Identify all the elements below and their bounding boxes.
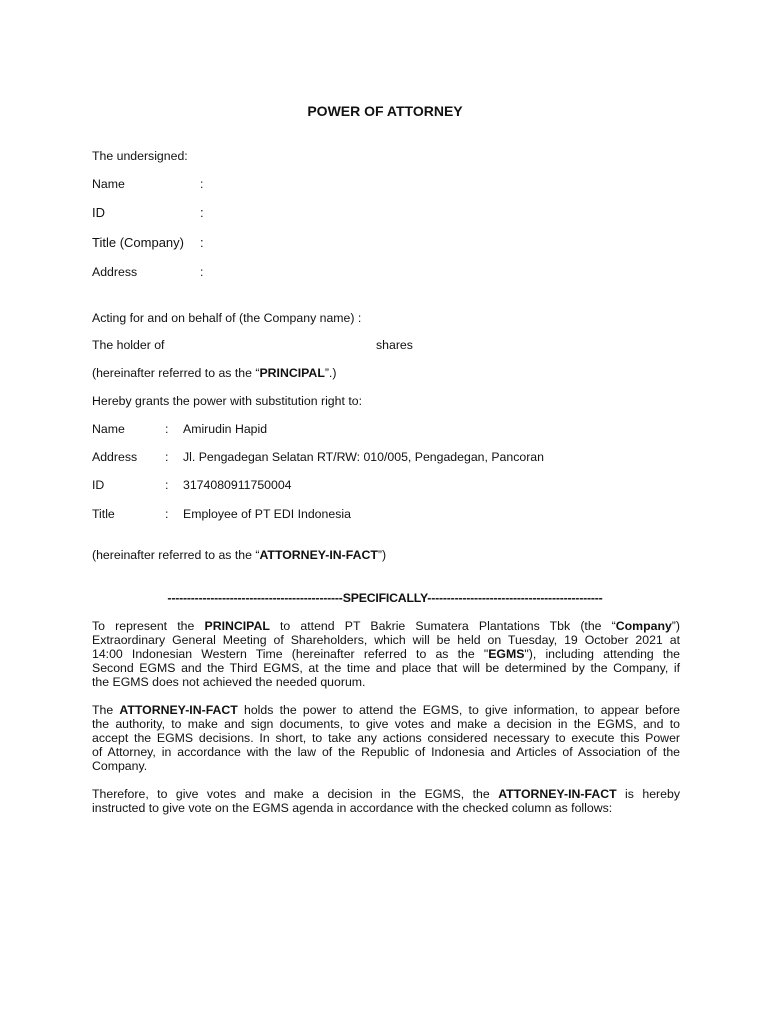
attorney-title-label: Title <box>92 507 115 521</box>
para3-line2: instructed to give vote on the EGMS agenda in accordance with the checked column as follows: <box>92 801 613 815</box>
undersigned-address-colon: : <box>200 265 204 279</box>
principal-reference: (hereinafter referred to as the “PRINCIPAL”.) <box>92 366 337 380</box>
attorney-id-colon: : <box>165 478 169 492</box>
acting-on-behalf-text: Acting for and on behalf of (the Company name) : <box>92 311 362 325</box>
undersigned-title-colon: : <box>200 235 204 250</box>
undersigned-title-label: Title (Company) <box>92 235 184 250</box>
holder-shares-label: shares <box>376 338 413 352</box>
para2-line5: Company. <box>92 759 148 773</box>
undersigned-id-label: ID <box>92 205 105 220</box>
para1-line5: the EGMS does not achieved the needed quorum. <box>92 675 366 689</box>
para2-line1: The ATTORNEY-IN-FACT holds the power to attend the EGMS, to give information, to appear before <box>92 703 680 717</box>
undersigned-name-label: Name <box>92 177 125 191</box>
para1-line3: 14:00 Indonesian Western Time (hereinafter referred to as the "EGMS"), including attending the <box>92 647 680 661</box>
para1-line4: Second EGMS and the Third EGMS, at the time and place that will be determined by the Company, if <box>92 661 680 675</box>
attorney-id-value: 3174080911750004 <box>183 478 292 492</box>
undersigned-id-colon: : <box>200 205 204 220</box>
para2-line2: the authority, to make and sign documents, to give votes and make a decision in the EGMS, and to <box>92 717 680 731</box>
para2-line3: accept the EGMS decisions. In short, to take any actions considered necessary to execute this Power <box>92 731 680 745</box>
para2-line4: of Attorney, in accordance with the law of the Republic of Indonesia and Articles of Association of the <box>92 745 680 759</box>
attorney-in-fact-reference: (hereinafter referred to as the “ATTORNEY-IN-FACT”) <box>92 548 387 562</box>
attorney-name-value: Amirudin Hapid <box>183 422 268 436</box>
attorney-name-colon: : <box>165 422 169 436</box>
para3-line1: Therefore, to give votes and make a decision in the EGMS, the ATTORNEY-IN-FACT is hereby <box>92 787 680 801</box>
attorney-title-value: Employee of PT EDI Indonesia <box>183 507 351 521</box>
undersigned-name-colon: : <box>200 177 204 191</box>
undersigned-address-label: Address <box>92 265 138 279</box>
holder-of-label: The holder of <box>92 338 165 352</box>
attorney-address-value: Jl. Pengadegan Selatan RT/RW: 010/005, Pengadegan, Pancoran <box>183 450 544 464</box>
para1-line2: Extraordinary General Meeting of Shareholders, which will be held on Tuesday, 19 October 2021 at <box>92 633 680 647</box>
specifically-divider: ---------------------------------------------SPECIFICALLY--------------------------------------------- <box>167 591 603 605</box>
document-title: POWER OF ATTORNEY <box>307 103 463 119</box>
attorney-id-label: ID <box>92 478 105 492</box>
attorney-name-label: Name <box>92 422 125 436</box>
attorney-title-colon: : <box>165 507 169 521</box>
para1-line1: To represent the PRINCIPAL to attend PT Bakrie Sumatera Plantations Tbk (the “Company”) <box>92 619 680 633</box>
grants-power-text: Hereby grants the power with substitution right to: <box>92 394 362 408</box>
attorney-address-colon: : <box>165 450 169 464</box>
undersigned-heading: The undersigned: <box>92 149 188 163</box>
attorney-address-label: Address <box>92 450 138 464</box>
